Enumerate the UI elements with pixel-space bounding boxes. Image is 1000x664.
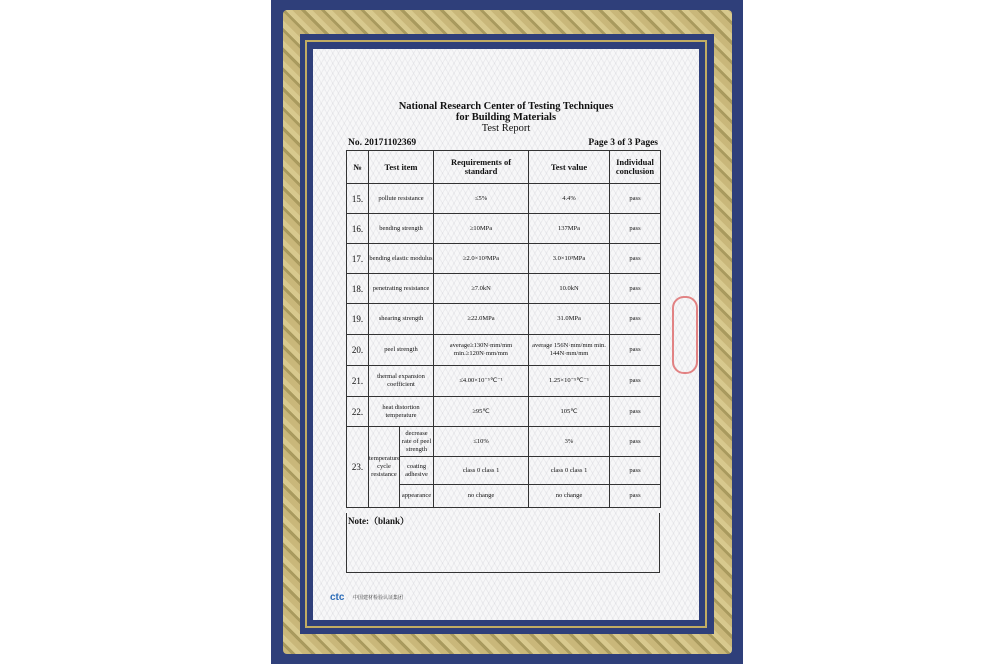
table-row: 15. pollute resistance ≤5% 4.4% pass	[347, 184, 661, 214]
table-row: 22. heat distortion temperature ≥95℃ 105℃ pass	[347, 397, 661, 427]
table-row: 17. bending elastic modulus ≥2.0×10³MPa 3.0×10³MPa pass	[347, 244, 661, 274]
ctc-logo-text: 中国建材检验认证集团	[353, 595, 404, 601]
header-requirements: Requirements of standard	[434, 151, 529, 184]
report-title-line2: for Building Materials	[455, 112, 557, 123]
results-table	[346, 150, 661, 508]
report-title-line1: National Research Center of Testing Techniques	[398, 101, 614, 112]
table-row-23b: coating adhesive class 0 class 1 class 0 class 1 pass	[347, 457, 661, 485]
table-header-row	[347, 151, 661, 184]
report-number: No. 20171102369	[348, 138, 417, 148]
table-row: 20. peel strength average≥130N·mm/mm min.≥120N·mm/mm average 156N·mm/mm min. 144N·mm/mm pass	[347, 335, 661, 366]
table-row-23a: 23. temperature cycle resistance decrease rate of peel strength ≤10% 3% pass	[347, 427, 661, 457]
ctc-logo-mark: ctc	[330, 592, 345, 603]
ctc-logo	[330, 593, 403, 603]
report-subtitle: Test Report	[481, 123, 531, 134]
header-test-item: Test item	[369, 151, 434, 184]
table-row: 19. shearing strength ≥22.0MPa 31.0MPa pass	[347, 304, 661, 335]
table-row: 16. bending strength ≥10MPa 137MPa pass	[347, 214, 661, 244]
note-text: Note:（blank）	[348, 516, 410, 526]
header-test-value: Test value	[529, 151, 610, 184]
red-seal-stamp	[672, 296, 698, 374]
table-row-23c: appearance no change no change pass	[347, 485, 661, 508]
page-indicator: Page 3 of 3 Pages	[588, 138, 658, 148]
table-row: 21. thermal expansion coefficient ≤4.00×10⁻⁵℃⁻¹ 1.25×10⁻⁵℃⁻¹ pass	[347, 366, 661, 397]
table-row: 18. penetrating resistance ≥7.0kN 10.0kN pass	[347, 274, 661, 304]
header-conclusion: Individual conclusion	[610, 151, 661, 184]
header-number: №	[347, 151, 369, 184]
